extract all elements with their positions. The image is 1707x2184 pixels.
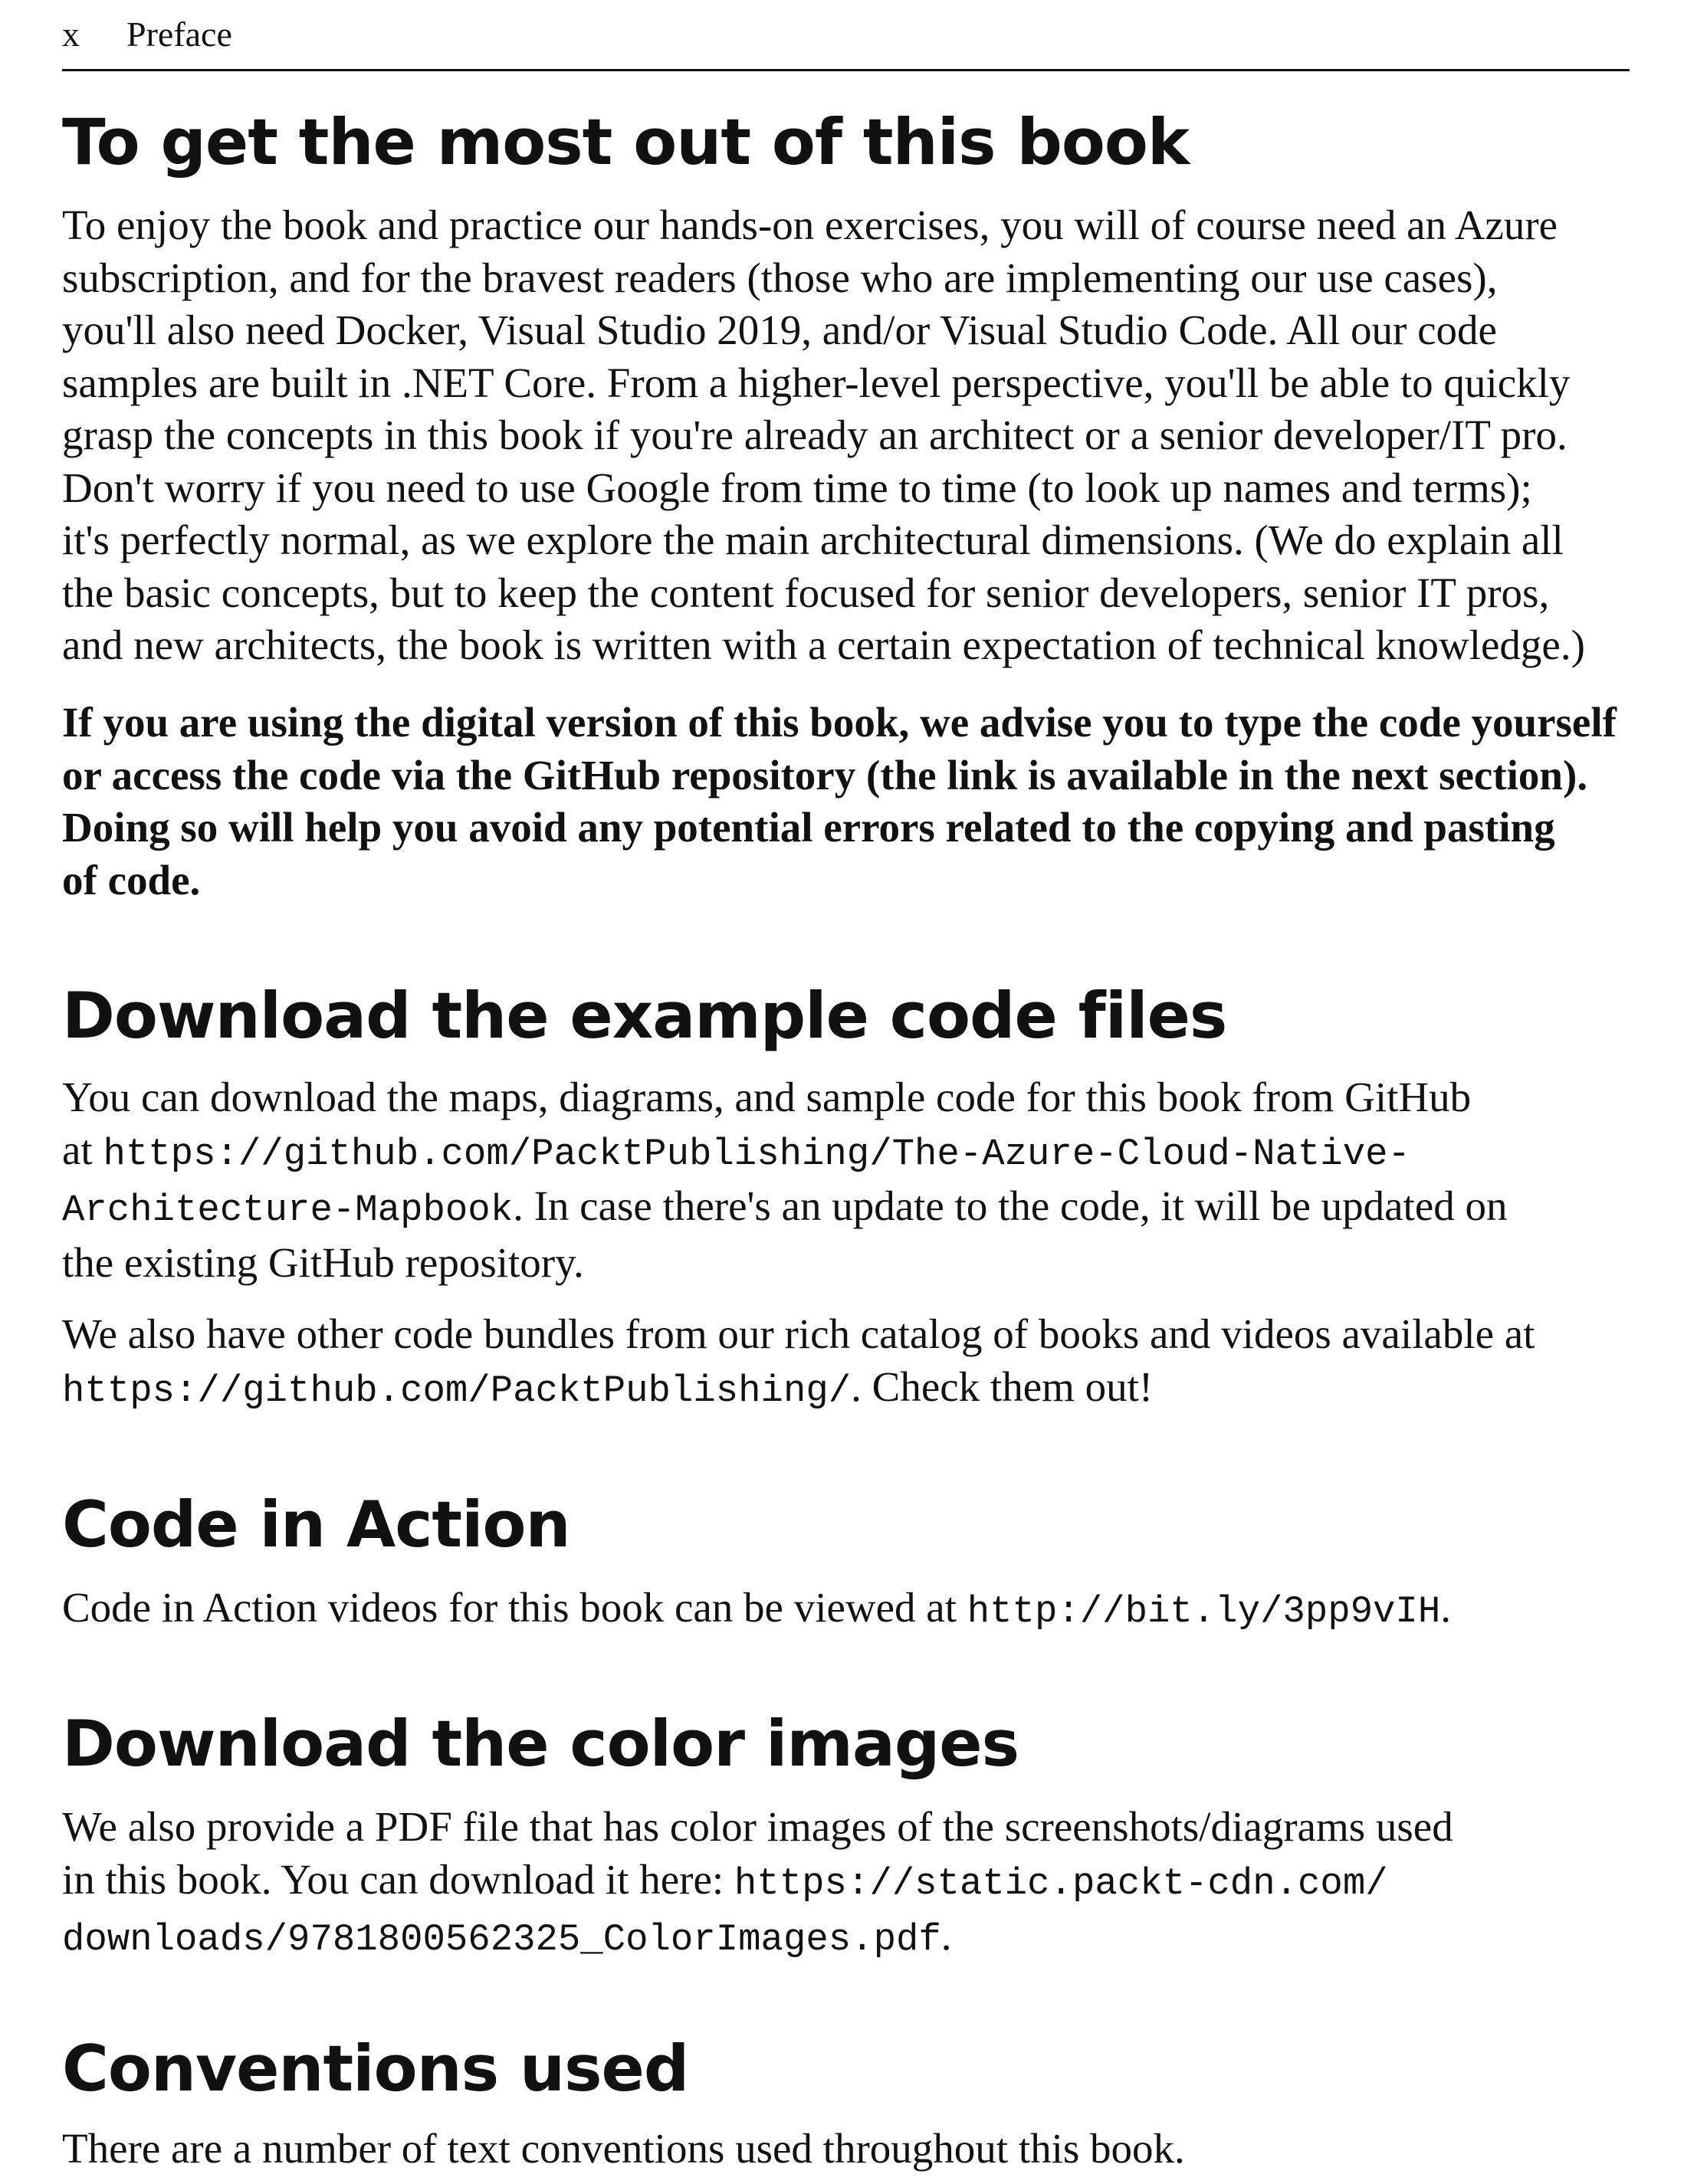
page-number: x (62, 15, 80, 54)
heading-conventions: Conventions used (62, 2032, 689, 2106)
text-run: Code in Action videos for this book can be viewed at (62, 1584, 967, 1631)
text-line: We also provide a PDF file that has color images of the screenshots/diagrams used (62, 1803, 1453, 1850)
text-line: To enjoy the book and practice our hands-on exercises, you will of course need an Azure (62, 202, 1558, 248)
text-line (62, 1124, 1630, 1181)
text-line: samples are built in .NET Core. From a higher-level perspective, you'll be able to quickly (62, 359, 1571, 406)
text-line (62, 1361, 1630, 1418)
running-header-section: Preface (126, 15, 232, 54)
paragraph-requirements (62, 199, 1630, 672)
text-line: and new architects, the book is written with a certain expectation of technical knowledge.) (62, 621, 1585, 668)
text-line: You can download the maps, diagrams, and sample code for this book from GitHub (62, 1074, 1472, 1120)
text-line: Don't worry if you need to use Google from time to time (to look up names and terms); (62, 464, 1532, 511)
text-line: There are a number of text conventions used throughout this book. (62, 2125, 1185, 2172)
text-line: the basic concepts, but to keep the content focused for senior developers, senior IT pros, (62, 569, 1550, 616)
color-images-link[interactable]: https://static.packt-cdn.com/ (734, 1861, 1388, 1905)
text-line: subscription, and for the bravest readers (those who are implementing our use cases), (62, 254, 1498, 301)
text-line: you'll also need Docker, Visual Studio 2019, and/or Visual Studio Code. All our code (62, 307, 1497, 353)
text-line (62, 1582, 1630, 1638)
packt-github-link[interactable]: https://github.com/PacktPublishing/ (62, 1369, 852, 1412)
video-link[interactable]: http://bit.ly/3pp9vIH (967, 1590, 1441, 1633)
text-run: . (1440, 1584, 1451, 1631)
text-line: the existing GitHub repository. (62, 1238, 584, 1286)
text-run: in this book. You can download it here: (62, 1855, 734, 1903)
repo-link[interactable]: https://github.com/PacktPublishing/The-Azure-Cloud-Native- (103, 1132, 1410, 1176)
heading-color-images: Download the color images (62, 1707, 1019, 1781)
text-line: it's perfectly normal, as we explore the main architectural dimensions. (We do explain all (62, 516, 1564, 563)
heading-code-in-action: Code in Action (62, 1487, 570, 1562)
text-line: of code. (62, 856, 201, 903)
text-line: grasp the concepts in this book if you're already an architect or a senior developer/IT pro. (62, 412, 1567, 458)
paragraph-conventions (62, 2123, 1630, 2176)
text-run: at (62, 1126, 103, 1173)
paragraph-code-in-action (62, 1582, 1630, 1638)
text-line (62, 1910, 1630, 1966)
text-line: If you are using the digital version of this book, we advise you to type the code yourself (62, 699, 1617, 746)
text-run: . Check them out! (851, 1363, 1154, 1410)
repo-link-continued[interactable]: Architecture-Mapbook (62, 1189, 514, 1231)
heading-get-most-out: To get the most out of this book (62, 105, 1190, 179)
text-run: . (940, 1912, 952, 1959)
text-line (62, 1854, 1630, 1910)
running-header (62, 9, 1630, 71)
paragraph-color-images (62, 1801, 1630, 1966)
text-line: or access the code via the GitHub repository (the link is available in the next section). (62, 751, 1588, 799)
color-images-link-continued[interactable]: downloads/9781800562325_ColorImages.pdf (62, 1918, 941, 1961)
paragraph-digital-advice (62, 697, 1630, 907)
text-line (62, 1180, 1630, 1237)
paragraph-code-bundles (62, 1308, 1630, 1417)
paragraph-download-code (62, 1071, 1630, 1289)
heading-download-code: Download the example code files (62, 979, 1227, 1053)
text-run: . In case there's an update to the code, it will be updated on (513, 1182, 1508, 1229)
text-line: We also have other code bundles from our rich catalog of books and videos available at (62, 1310, 1535, 1357)
text-line: Doing so will help you avoid any potential errors related to the copying and pasting (62, 804, 1555, 851)
